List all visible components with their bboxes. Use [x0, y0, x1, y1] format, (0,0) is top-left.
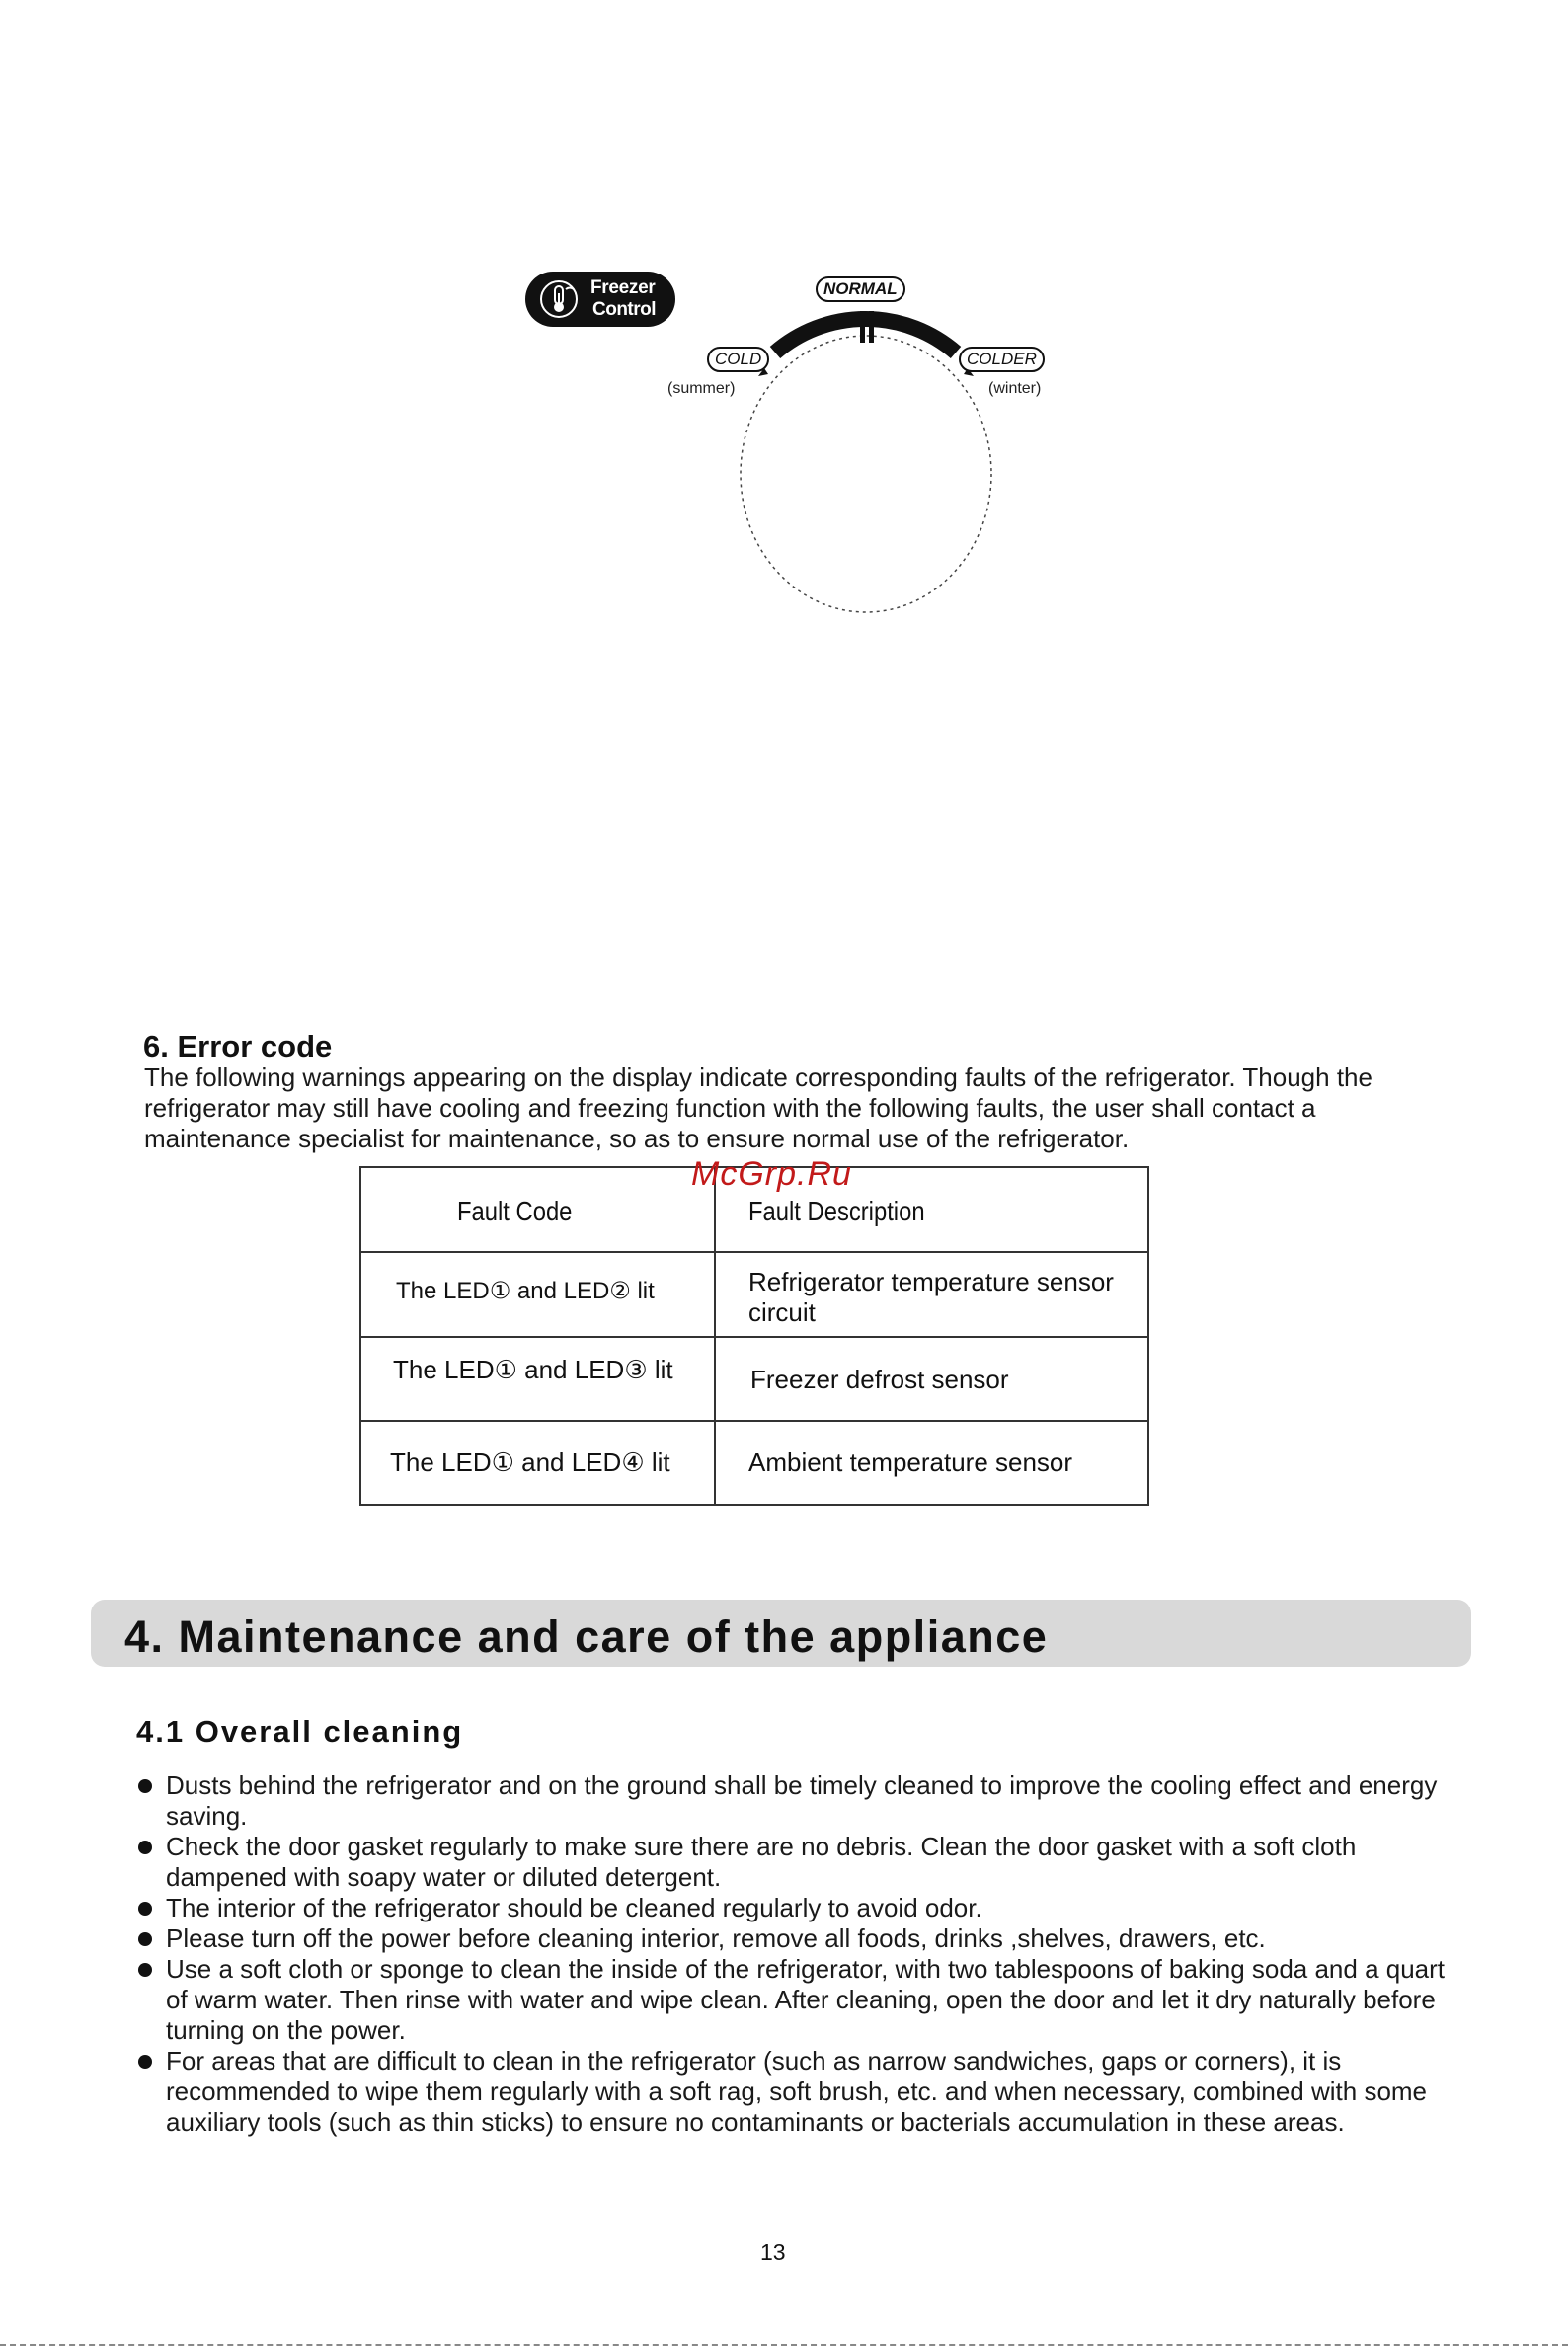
list-item-text: For areas that are difficult to clean in the refrigerator (such as narrow sandwiches, gaps or corners), it is recommended to wipe them regularly with a soft rag, soft brush, etc. and when necessary, combined with some auxiliary tools (such as thin sticks) to ensure no contaminants or bacterials accumulation in these areas. — [166, 2046, 1428, 2137]
range-arc — [775, 319, 956, 353]
error-heading-text: . Error code — [160, 1029, 333, 1063]
fault-code-cell: The LED① and LED④ lit — [390, 1448, 670, 1477]
fault-code-cell: The LED① and LED③ lit — [393, 1355, 673, 1384]
normal-tick-right — [869, 311, 874, 343]
fault-code-cell: The LED① and LED② lit — [396, 1278, 655, 1304]
dial-outline — [741, 336, 991, 612]
subsection-title: 4.1 Overall cleaning — [136, 1714, 464, 1749]
bottom-rule — [0, 2344, 1568, 2346]
error-code-paragraph: The following warnings appearing on the display indicate corresponding faults of the refrigerator. Though the refrigerator may still have cooling and freezing function with the following faults, the user shall contact a maintenance specialist for maintenance, so as to ensure normal use of the refrigerator. — [144, 1062, 1372, 1153]
page-number: 13 — [760, 2239, 786, 2265]
cleaning-bullet-list — [138, 1770, 1456, 2138]
list-item — [138, 1954, 1456, 2046]
row-divider — [361, 1336, 1147, 1338]
list-item-text: Dusts behind the refrigerator and on the ground shall be timely cleaned to improve the cooling effect and energy saving. — [166, 1770, 1438, 1831]
badge-line-1: Freezer — [590, 277, 656, 298]
error-code-heading — [143, 1029, 332, 1064]
error-heading-number: 6 — [143, 1029, 161, 1063]
row-divider — [361, 1420, 1147, 1422]
dial-graphic — [513, 262, 1066, 617]
section-title: 4. Maintenance and care of the appliance — [124, 1611, 1049, 1662]
list-item-text: Please turn off the power before cleaning interior, remove all foods, drinks ,shelves, drawers, etc. — [166, 1923, 1266, 1953]
normal-tick-left — [860, 311, 865, 343]
row-divider — [361, 1251, 1147, 1253]
list-item — [138, 1893, 1456, 1923]
header-fault-code: Fault Code — [457, 1196, 573, 1226]
bullet-icon — [138, 1779, 152, 1793]
bullet-icon — [138, 2055, 152, 2069]
bullet-icon — [138, 1841, 152, 1854]
fault-description-cell: Ambient temperature sensor — [748, 1448, 1073, 1477]
fault-table — [359, 1166, 1149, 1506]
fault-description-cell: Refrigerator temperature sensor circuit — [748, 1267, 1114, 1327]
list-item — [138, 2046, 1456, 2138]
list-item — [138, 1832, 1456, 1893]
cold-label: COLD — [707, 347, 769, 372]
bullet-icon — [138, 1902, 152, 1916]
fault-description-cell: Freezer defrost sensor — [750, 1365, 1009, 1394]
freezer-control-diagram — [513, 262, 1066, 617]
normal-label: NORMAL — [816, 276, 905, 302]
bullet-icon — [138, 1932, 152, 1946]
colder-label: COLDER — [959, 347, 1045, 372]
list-item-text: Check the door gasket regularly to make sure there are no debris. Clean the door gasket with a soft cloth dampened with soapy water or diluted detergent. — [166, 1832, 1357, 1892]
colder-note: (winter) — [988, 380, 1042, 397]
list-item-text: Use a soft cloth or sponge to clean the inside of the refrigerator, with two tablespoons of baking soda and a quart of warm water. Then rinse with water and wipe clean. After cleaning, open the door and let it dry naturally before turning on the power. — [166, 1954, 1446, 2045]
list-item-text: The interior of the refrigerator should be cleaned regularly to avoid odor. — [166, 1893, 982, 1922]
bullet-icon — [138, 1963, 152, 1977]
list-item — [138, 1770, 1456, 1832]
cold-note: (summer) — [667, 380, 736, 397]
badge-line-2: Control — [592, 299, 657, 320]
header-fault-description: Fault Description — [748, 1196, 925, 1226]
watermark: McGrp.Ru — [691, 1155, 852, 1193]
list-item — [138, 1923, 1456, 1954]
